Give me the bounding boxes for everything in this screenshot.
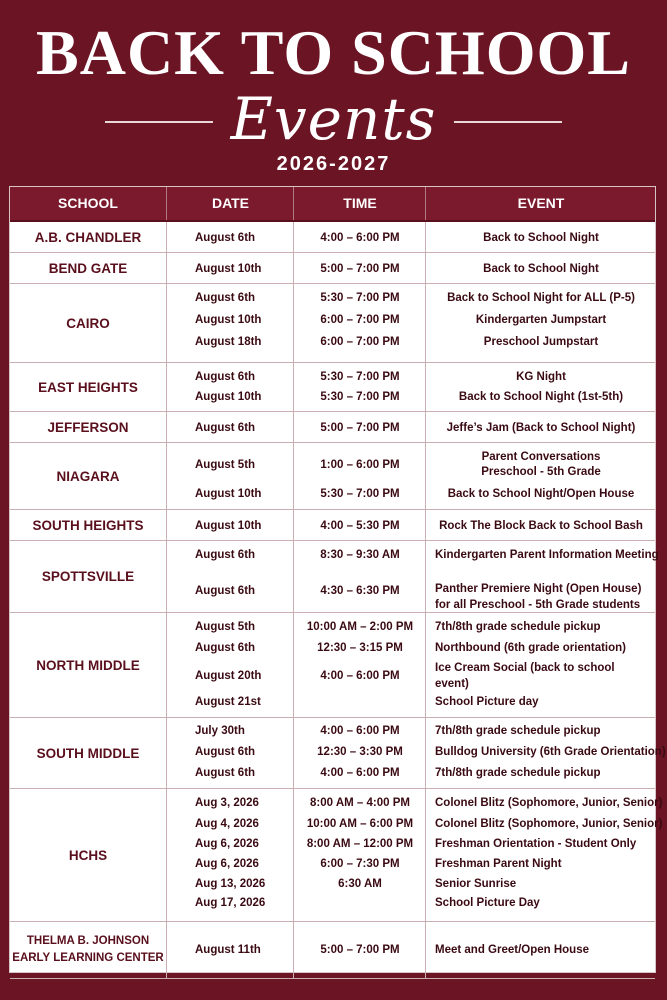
table-row (10, 412, 655, 443)
event-cell (425, 253, 655, 283)
event-date: August 20th (195, 670, 262, 682)
event-date: August 6th (195, 642, 256, 654)
event-name: Freshman Orientation - Student Only (435, 838, 637, 850)
event-name: 7th/8th grade schedule pickup (435, 621, 601, 633)
event-date: July 30th (195, 725, 245, 737)
event-date: August 6th (195, 422, 256, 434)
school-name: SPOTTSVILLE (41, 569, 135, 584)
date-cell (166, 253, 293, 283)
event-time: 4:00 – 6:00 PM (320, 232, 400, 244)
time-cell (293, 718, 425, 788)
event-cell (425, 510, 655, 540)
event-time: 4:00 – 6:00 PM (320, 670, 400, 682)
event-date: August 10th (195, 520, 262, 532)
event-time: 8:00 AM – 12:00 PM (306, 838, 414, 850)
table-row (10, 510, 655, 541)
date-cell (166, 443, 293, 509)
table-row (10, 284, 655, 363)
event-name: for all Preschool - 5th Grade students (435, 599, 641, 611)
event-time: 5:00 – 7:00 PM (320, 422, 400, 434)
page-title: BACK TO SCHOOL (36, 17, 631, 88)
event-name: Kindergarten Parent Information Meeting (435, 549, 659, 561)
event-date: August 10th (195, 391, 262, 403)
event-date: Aug 4, 2026 (195, 818, 259, 830)
table-row (10, 613, 655, 718)
table-row (10, 718, 666, 789)
event-name: Back to School Night (1st-5th) (458, 391, 624, 403)
event-name: Preschool - 5th Grade (481, 466, 601, 478)
time-cell (293, 253, 425, 283)
event-name: Colonel Blitz (Sophomore, Junior, Senior) (435, 797, 663, 809)
event-date: August 6th (195, 767, 256, 779)
event-time: 5:30 – 7:00 PM (320, 391, 400, 403)
school-name: NIAGARA (56, 468, 120, 484)
event-time: 10:00 AM – 2:00 PM (306, 621, 414, 633)
school-name: SOUTH HEIGHTS (32, 517, 144, 533)
event-name: KG Night (516, 371, 566, 383)
event-time: 5:30 – 7:00 PM (320, 371, 400, 383)
event-time: 5:30 – 7:00 PM (320, 488, 400, 500)
school-year: 2026-2027 (276, 153, 391, 175)
table-row (10, 922, 655, 979)
date-cell (166, 284, 293, 362)
table-row (10, 541, 659, 613)
date-cell (166, 412, 293, 442)
event-name: Kindergarten Jumpstart (475, 314, 607, 326)
event-time: 6:00 – 7:00 PM (320, 336, 400, 348)
school-name: NORTH MIDDLE (36, 657, 140, 673)
event-time: 5:00 – 7:00 PM (320, 263, 400, 275)
time-cell (293, 613, 425, 717)
event-name: Ice Cream Social (back to school (435, 662, 615, 674)
time-cell (293, 222, 425, 252)
time-cell (293, 284, 425, 362)
event-name: Preschool Jumpstart (483, 336, 599, 348)
event-date: August 6th (195, 371, 256, 383)
event-date: August 6th (195, 292, 256, 304)
time-cell (293, 789, 425, 921)
event-date: August 6th (195, 746, 256, 758)
event-name: 7th/8th grade schedule pickup (435, 725, 601, 737)
event-name: Panther Premiere Night (Open House) (435, 583, 642, 595)
time-cell (293, 443, 425, 509)
event-cell (425, 412, 655, 442)
event-date: Aug 13, 2026 (195, 878, 266, 890)
event-time: 5:30 – 7:00 PM (320, 292, 400, 304)
time-cell (293, 363, 425, 411)
event-name: Jeffe’s Jam (Back to School Night) (446, 422, 636, 434)
event-time: 6:30 AM (338, 878, 382, 890)
event-name: Back to School Night/Open House (447, 488, 635, 500)
event-cell (425, 789, 663, 921)
event-cell (425, 363, 655, 411)
event-date: Aug 6, 2026 (195, 858, 259, 870)
school-name: EAST HEIGHTS (38, 379, 138, 395)
event-date: August 6th (195, 585, 256, 597)
event-time: 6:00 – 7:30 PM (320, 858, 400, 870)
event-time: 4:00 – 6:00 PM (320, 725, 400, 737)
date-cell (166, 613, 293, 717)
school-name: A.B. CHANDLER (34, 229, 142, 245)
event-cell (425, 541, 659, 612)
event-time: 5:00 – 7:00 PM (320, 944, 400, 956)
date-cell (166, 363, 293, 411)
column-header-time: TIME (293, 187, 426, 220)
event-name: Bulldog University (6th Grade Orientation) (435, 746, 666, 758)
events-script-row (0, 84, 667, 154)
event-name: Parent Conversations (481, 451, 601, 463)
table-header (10, 187, 655, 222)
date-cell (166, 922, 293, 978)
event-date: August 10th (195, 314, 262, 326)
event-name: Senior Sunrise (435, 878, 517, 890)
school-name: SOUTH MIDDLE (36, 745, 140, 761)
event-date: August 11th (195, 944, 261, 956)
event-time: 4:00 – 5:30 PM (320, 520, 400, 532)
event-time: 12:30 – 3:30 PM (317, 746, 403, 758)
event-name: Back to School Night (483, 232, 599, 244)
event-date: August 21st (195, 696, 261, 708)
event-date: August 6th (195, 232, 256, 244)
column-header-event: EVENT (425, 187, 656, 220)
date-cell (166, 510, 293, 540)
column-header-school: SCHOOL (58, 195, 118, 211)
event-date: August 10th (195, 488, 262, 500)
event-name: School Picture day (435, 696, 539, 708)
event-name: Northbound (6th grade orientation) (435, 642, 627, 654)
event-cell (425, 613, 655, 717)
time-cell (293, 510, 425, 540)
event-time: 10:00 AM – 6:00 PM (306, 818, 414, 830)
table-row (10, 443, 655, 510)
event-time: 4:30 – 6:30 PM (320, 585, 400, 597)
event-name: Meet and Greet/Open House (435, 944, 590, 956)
date-cell (166, 222, 293, 252)
table-row (10, 253, 655, 284)
event-name: Back to School Night for ALL (P-5) (447, 292, 635, 304)
event-name: Back to School Night (483, 263, 599, 275)
event-date: August 10th (195, 263, 262, 275)
school-name: THELMA B. JOHNSON EARLY LEARNING CENTER (12, 935, 164, 964)
event-date: Aug 17, 2026 (195, 897, 266, 909)
date-cell (166, 541, 293, 612)
date-cell (166, 718, 293, 788)
school-name: CAIRO (66, 315, 110, 331)
events-script-title: Events (230, 85, 437, 153)
date-cell (166, 789, 293, 921)
time-cell (293, 541, 425, 612)
event-name: Rock The Block Back to School Bash (439, 520, 643, 532)
school-name: BEND GATE (48, 260, 128, 276)
school-name: JEFFERSON (47, 419, 129, 435)
time-cell (293, 922, 425, 978)
school-name: HCHS (68, 847, 108, 863)
table-row (10, 363, 655, 412)
event-name: School Picture Day (435, 897, 540, 909)
event-date: August 6th (195, 549, 256, 561)
event-cell (425, 922, 655, 978)
table-row (10, 222, 655, 253)
event-time: 8:00 AM – 4:00 PM (310, 797, 410, 809)
event-time: 8:30 – 9:30 AM (320, 549, 400, 561)
event-date: August 5th (195, 458, 256, 471)
event-name: 7th/8th grade schedule pickup (435, 767, 601, 779)
time-cell (293, 412, 425, 442)
column-header-date: DATE (166, 187, 294, 220)
event-time: 1:00 – 6:00 PM (320, 458, 400, 471)
event-name: Colonel Blitz (Sophomore, Junior, Senior) (435, 818, 663, 830)
event-name: event) (435, 678, 469, 690)
event-cell (425, 284, 655, 362)
events-table (9, 186, 666, 973)
event-date: August 18th (195, 336, 262, 348)
table-row (10, 789, 663, 922)
event-time: 6:00 – 7:00 PM (320, 314, 400, 326)
event-cell (425, 718, 666, 788)
event-time: 12:30 – 3:15 PM (317, 642, 403, 654)
event-time: 4:00 – 6:00 PM (320, 767, 400, 779)
event-date: Aug 3, 2026 (195, 797, 259, 809)
event-date: Aug 6, 2026 (195, 838, 259, 850)
event-name: Freshman Parent Night (435, 858, 562, 870)
event-cell (425, 443, 655, 509)
event-date: August 5th (195, 621, 256, 633)
event-cell (425, 222, 655, 252)
